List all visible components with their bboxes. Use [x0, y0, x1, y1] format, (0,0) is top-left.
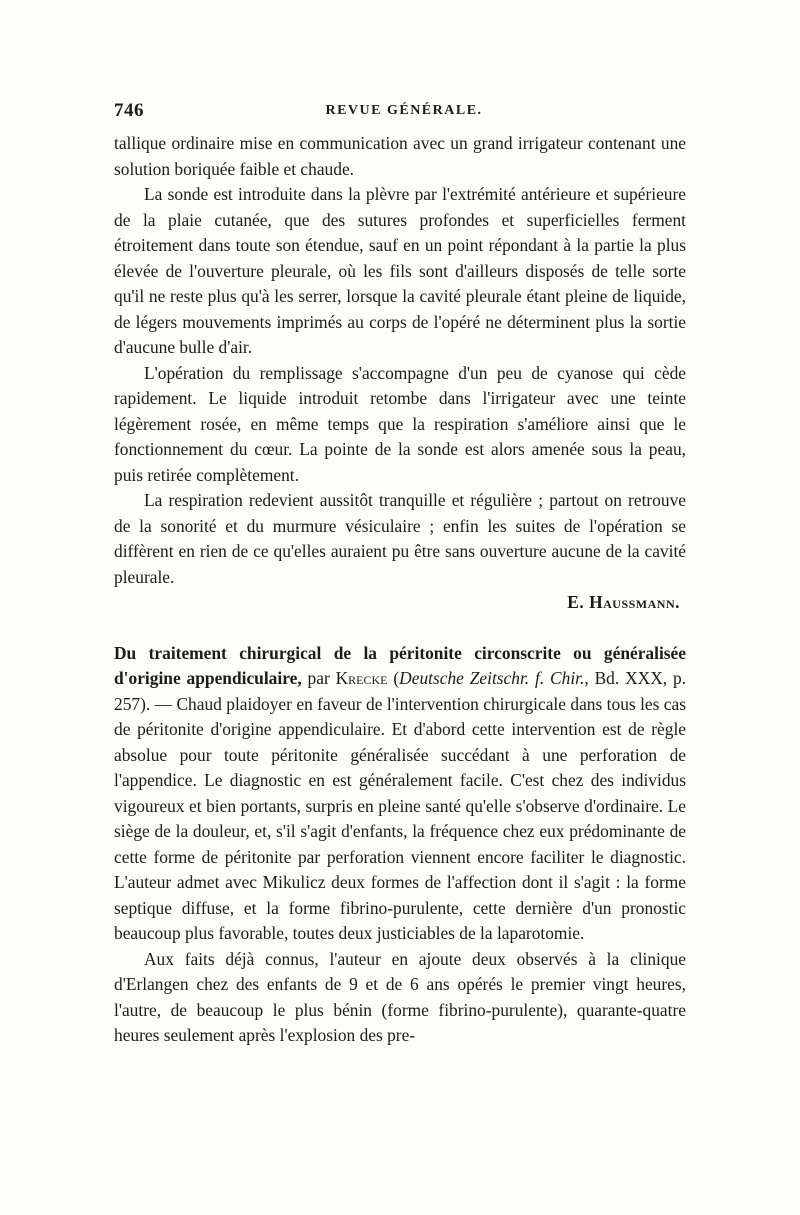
- signature: [114, 590, 686, 616]
- article-author: Krecke: [335, 668, 388, 688]
- article-body: Chaud plaidoyer en faveur de l'intervention chirurgicale dans tous les cas de péritonite d'origine appendiculaire. Et d'abord cette intervention est de règle absolue pour toute péritonite généralisée succédant à une perforation de l'appendice. Le diagnostic en est généralement facile. C'est chez des individus vigoureux et bien portants, surpris en pleine santé qu'elle s'observe d'ordinaire. Le siège de la douleur, et, s'il s'agit d'enfants, la fréquence chez eux prédominante de cette forme de péritonite par perforation viennent encore faciliter le diagnostic. L'auteur admet avec Mikulicz deux formes de l'affection dont il s'agit : la forme septique diffuse, et la forme fibrino-purulente, cette dernière d'un pronostic beaucoup plus favorable, toutes deux justiciables de la laparotomie.: [114, 693, 687, 943]
- article-by: par: [301, 668, 336, 688]
- signature-surname: aussmann: [603, 592, 676, 612]
- paragraph-remplissage: L'opération du remplissage s'accompagne d'un peu de cyanose qui cède rapidement. Le liquide introduit retombe dans l'irrigateur avec une teinte légèrement rosée, en même temps que la respiration s'améliore ainsi que le fonctionnement du cœur. La pointe de la sonde est alors amenée sous la peau, puis retirée complètement.: [114, 362, 686, 485]
- paragraph-cases: Aux faits déjà connus, l'auteur en ajoute deux observés à la clinique d'Erlangen chez des enfants de 9 et de 6 ans opérés le premier vingt heures, l'autre, de beaucoup le plus bénin (forme fibrino-purulente), quarante-quatre heures seulement après l'explosion des pre-: [114, 948, 686, 1045]
- paragraph-sonde: La sonde est introduite dans la plèvre par l'extrémité antérieure et supérieure de la plaie cutanée, que des sutures profondes et superficielles ferment étroitement dans toute son étendue, sauf en un point répondant à la partie la plus élevée de l'ouverture pleurale, où les fils sont d'ailleurs disposés de telle sorte qu'il ne reste plus qu'à les serrer, lorsque la cavité pleurale étant pleine de liquide, de légers mouvements imprimés au corps de l'opéré ne déterminent plus la sortie d'aucune bulle d'air.: [114, 184, 686, 357]
- article-volume: Bd. XXX, p. 257). —: [114, 668, 686, 714]
- section-spacer: [114, 616, 686, 641]
- article-journal: Deutsche Zeitschr. f. Chir.,: [399, 668, 589, 688]
- signature-initial: E. H: [567, 592, 604, 612]
- running-head: REVUE GÉNÉRALE.: [325, 103, 483, 118]
- article-open-paren: (: [387, 668, 400, 688]
- body-text: [114, 131, 686, 1049]
- article-title: Du traitement chirurgical de la péritonite circonscrite ou généralisée d'origine appendiculaire,: [114, 642, 686, 688]
- article-paragraph: [114, 641, 686, 947]
- signature-end: .: [675, 592, 680, 612]
- page-number: 746: [114, 100, 144, 121]
- paragraph-respiration: La respiration redevient aussitôt tranquille et régulière ; partout on retrouve de la sonorité et du murmure vésiculaire ; enfin les suites de l'opération se diffèrent en rien de ce qu'elles auraient pu être sans ouverture aucune de la cavité pleurale.: [114, 490, 686, 587]
- paragraph-continuation: tallique ordinaire mise en communication avec un grand irrigateur contenant une solution boriquée faible et chaude.: [114, 133, 686, 179]
- page-header: [114, 100, 694, 124]
